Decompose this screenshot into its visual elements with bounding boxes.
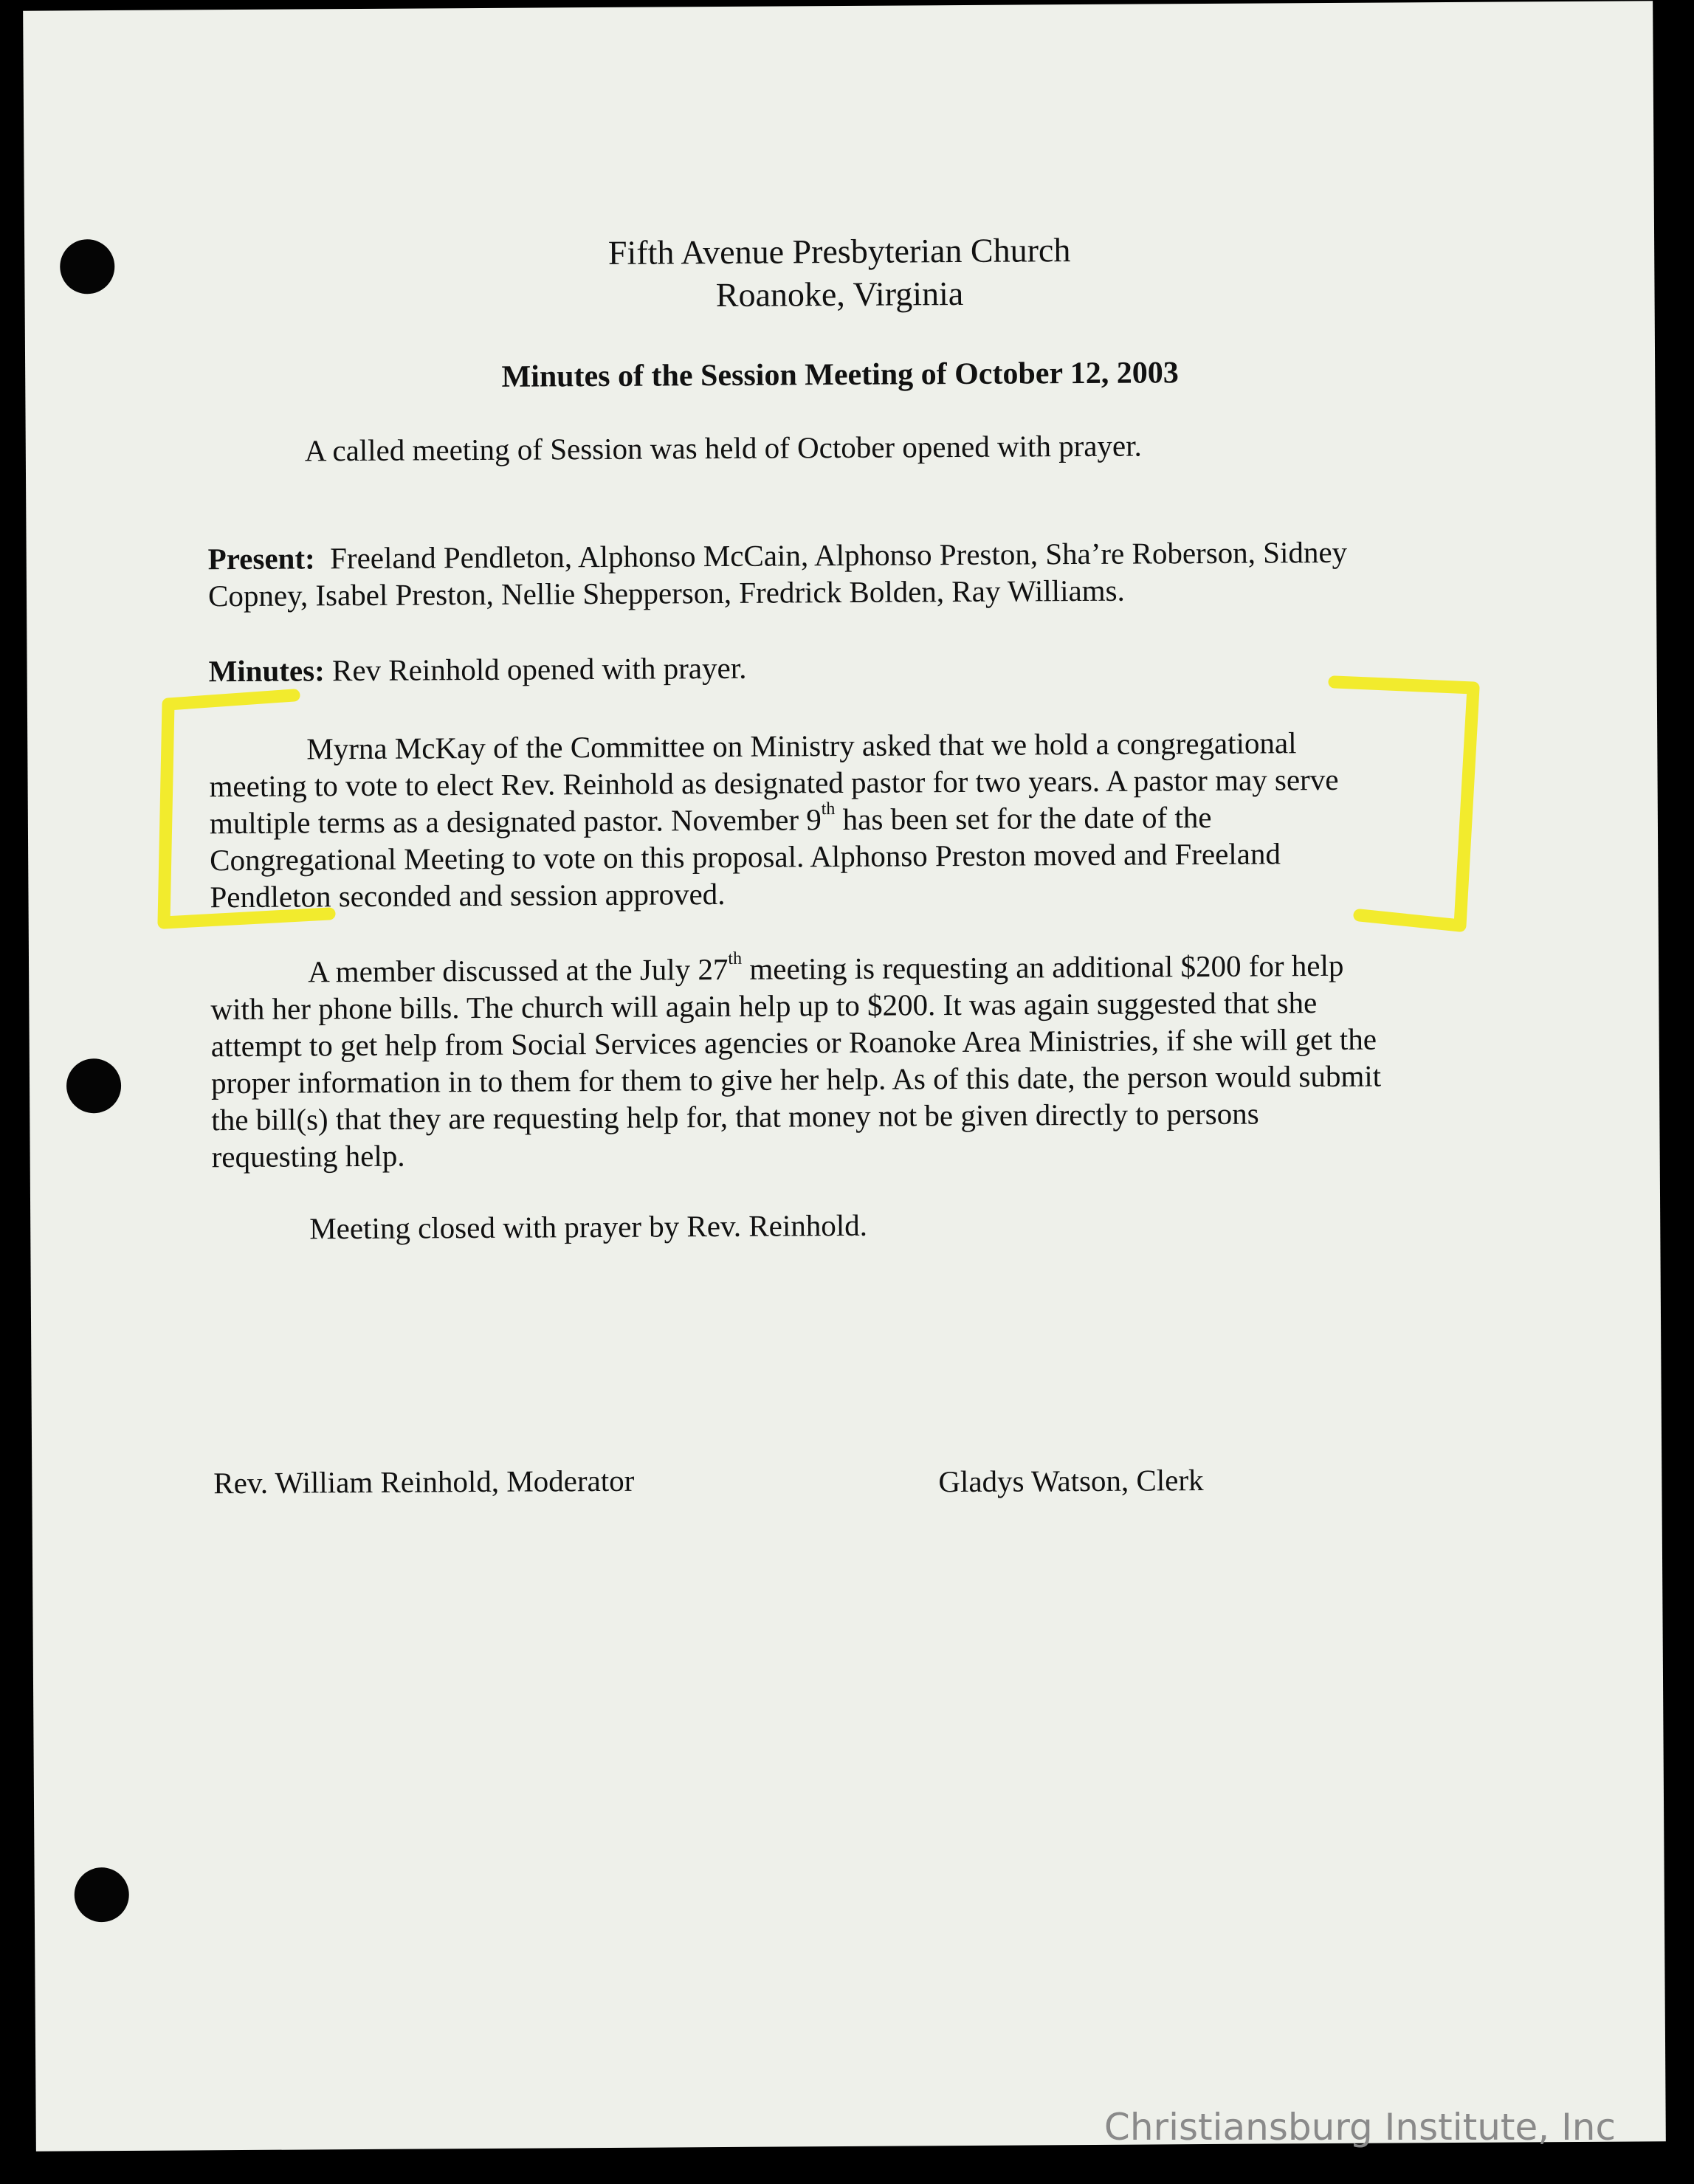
ordinal-suffix: th bbox=[728, 949, 743, 969]
minutes-label: Minutes: bbox=[208, 653, 325, 689]
watermark-text: Christiansburg Institute, Inc bbox=[1103, 2106, 1616, 2149]
moderator-signature: Rev. William Reinhold, Moderator bbox=[213, 1463, 635, 1501]
clerk-signature: Gladys Watson, Clerk bbox=[938, 1463, 1204, 1499]
closing-line: Meeting closed with prayer by Rev. Reinhold. bbox=[309, 1208, 868, 1246]
paragraph2-line-2: with her phone bills. The church will again help up to $200. It was again suggested that she bbox=[210, 985, 1318, 1027]
paragraph2-line-1b: meeting is requesting an additional $200 for help bbox=[742, 948, 1344, 986]
paragraph1-line-2: meeting to vote to elect Rev. Reinhold as designated pastor for two years. A pastor may serve bbox=[209, 762, 1339, 804]
present-line-2: Copney, Isabel Preston, Nellie Shepperson, Fredrick Bolden, Ray Williams. bbox=[207, 573, 1125, 613]
paragraph1-line-3b: has been set for the date of the bbox=[835, 799, 1212, 837]
minutes-title: Minutes of the Session Meeting of October 12, 2003 bbox=[501, 356, 1179, 394]
right-highlight-bracket bbox=[1335, 682, 1473, 926]
church-name: Fifth Avenue Presbyterian Church bbox=[607, 231, 1071, 272]
church-location: Roanoke, Virginia bbox=[715, 274, 964, 314]
paragraph2-line-1a: A member discussed at the July 27 bbox=[307, 951, 729, 989]
paragraph1-line-3a: multiple terms as a designated pastor. November 9 bbox=[209, 802, 822, 841]
left-highlight-bracket bbox=[164, 695, 329, 923]
minutes-text: Rev Reinhold opened with prayer. bbox=[331, 650, 747, 688]
ordinal-suffix: th bbox=[821, 799, 836, 819]
paragraph1-line-5: Pendleton seconded and session approved. bbox=[210, 876, 726, 914]
paragraph2-line-5: the bill(s) that they are requesting help for, that money not be given directly to persons bbox=[211, 1096, 1259, 1137]
present-label: Present: bbox=[207, 541, 315, 576]
paragraph2-line-6: requesting help. bbox=[211, 1138, 405, 1174]
paragraph2-line-3: attempt to get help from Social Services agencies or Roanoke Area Ministries, if she will get the bbox=[210, 1022, 1377, 1064]
paragraph1-line-4: Congregational Meeting to vote on this proposal. Alphonso Preston moved and Freeland bbox=[210, 836, 1281, 878]
paragraph1-line-1: Myrna McKay of the Committee on Ministry asked that we hold a congregational bbox=[306, 726, 1297, 766]
present-names-1: Freeland Pendleton, Alphonso McCain, Alphonso Preston, Sha’re Roberson, Sidney bbox=[330, 534, 1348, 576]
paragraph2-line-4: proper information in to them for them to give her help. As of this date, the person would submit bbox=[210, 1058, 1382, 1100]
intro-line: A called meeting of Session was held of October opened with prayer. bbox=[304, 428, 1142, 468]
